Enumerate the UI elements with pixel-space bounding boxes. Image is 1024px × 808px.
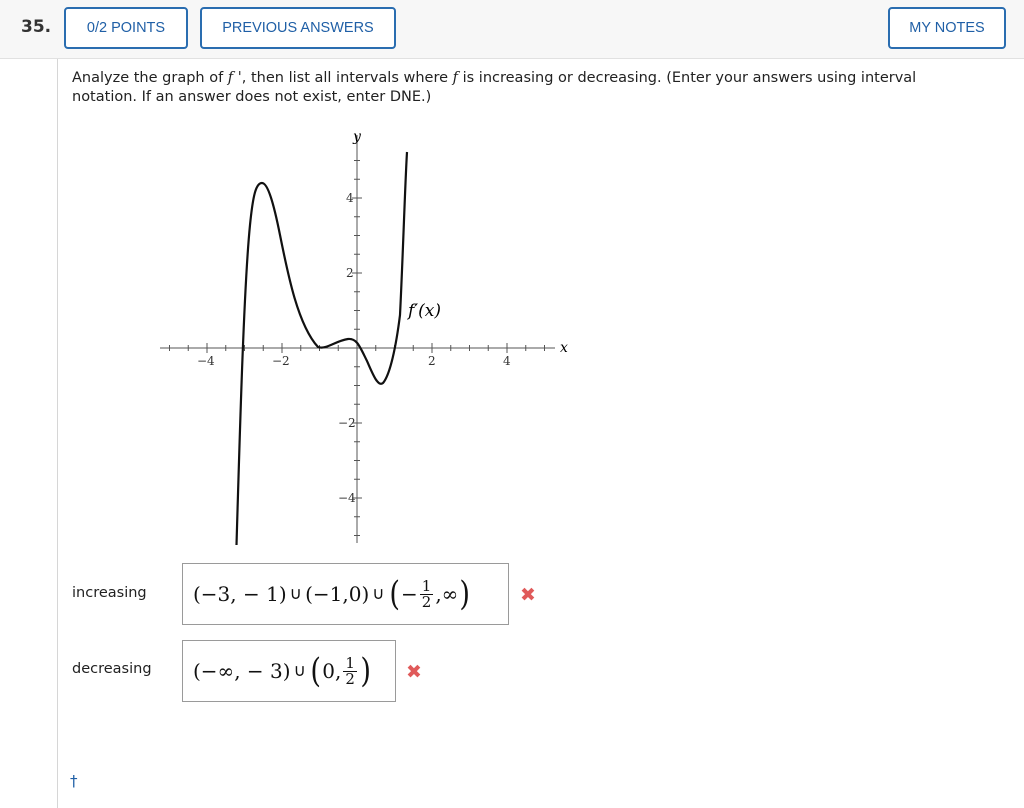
union-symbol: ∪ [293, 661, 307, 681]
y-axis-label: y [353, 129, 361, 145]
curve-label: f′(x) [408, 301, 442, 321]
x-tick-label: −4 [197, 354, 215, 368]
y-tick-label: −2 [338, 416, 356, 430]
y-tick-label: 4 [346, 191, 354, 205]
dec-close-paren: ) [360, 651, 371, 691]
decreasing-label: decreasing [72, 661, 152, 677]
inc-minus: − [401, 582, 418, 606]
increasing-answer-field[interactable] [182, 563, 509, 625]
derivative-graph [150, 125, 590, 550]
points-button[interactable]: 0/2 POINTS [64, 7, 188, 49]
dec-zero: 0, [322, 659, 342, 683]
inc-interval-2: (−1,0) [305, 582, 370, 606]
content-left-border [57, 59, 58, 808]
x-tick-label: −2 [272, 354, 290, 368]
inc-close-paren: ) [459, 574, 471, 614]
x-tick-label: 4 [503, 354, 511, 368]
previous-answers-button[interactable]: PREVIOUS ANSWERS [200, 7, 396, 49]
graph-axes [160, 135, 555, 543]
f-symbol: f [452, 70, 458, 86]
dec-open-paren: ( [310, 651, 321, 691]
incorrect-icon: ✖ [406, 661, 422, 683]
f-prime-symbol: f ' [227, 70, 242, 86]
dagger-footnote-link[interactable]: † [70, 772, 78, 790]
inc-infinity: ,∞ [435, 582, 459, 606]
union-symbol: ∪ [372, 584, 385, 604]
increasing-label: increasing [72, 585, 147, 601]
x-tick-label: 2 [428, 354, 436, 368]
y-tick-label: −4 [338, 491, 356, 505]
decreasing-answer-field[interactable] [182, 640, 396, 702]
dec-interval-1: (−∞, − 3) [193, 659, 291, 683]
inc-fraction: $\frac{1}{2}$ [421, 576, 432, 611]
question-number: 35. [21, 17, 52, 37]
question-prompt: Analyze the graph of f ', then list all intervals where f is increasing or decreasing. (Enter your answers using interval notation. If an answer does not exist, enter DNE.) [72, 70, 917, 105]
my-notes-button[interactable]: MY NOTES [888, 7, 1006, 49]
x-axis-label: x [560, 340, 568, 356]
y-tick-label: 2 [346, 266, 354, 280]
incorrect-icon: ✖ [520, 584, 536, 606]
inc-open-paren: ( [389, 574, 400, 614]
union-symbol: ∪ [289, 584, 303, 604]
inc-interval-1: (−3, − 1) [193, 582, 287, 606]
dec-fraction: $\frac{1}{2}$ [345, 653, 355, 688]
question-header [0, 0, 1024, 59]
